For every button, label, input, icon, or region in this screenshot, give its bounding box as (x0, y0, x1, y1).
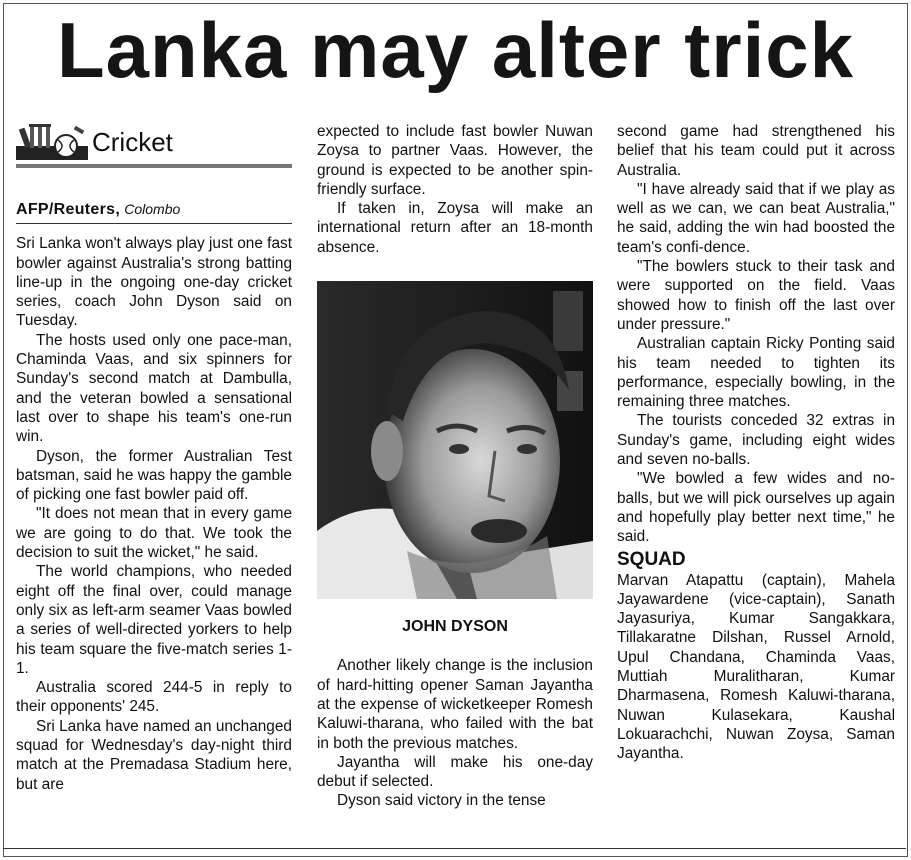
squad-list: Marvan Atapattu (captain), Mahela Jayawardene (vice-captain), Sanath Jayasuriya, Kumar Sangakkara, Tillakaratne Dilshan, Russel Arnold, Upul Chandana, Chaminda Vaas, Muttiah Muralitharan, Kumar Dharmasena, Romesh Kaluwi-tharana, Nuwan Kulasekara, Kaushal Lokuarachchi, Nuwan Zoysa, Saman Jayantha. (617, 571, 895, 763)
headline: Lanka may alter trick (56, 6, 855, 94)
column-1 (16, 122, 292, 794)
paragraph: "The bowlers stuck to their task and were supported on the field. Vaas showed how to finish off the last over under pressure." (617, 258, 895, 333)
bottom-rule (3, 848, 906, 849)
paragraph: Dyson said victory in the tense (337, 792, 546, 810)
paragraph: The world champions, who needed eight off the final over, could manage only six as left-arm seamer Vaas bowled a series of well-directed yorkers to help his team square the five-match series 1-1. (16, 563, 292, 677)
paragraph: "I have already said that if we play as well as we can, we can beat Australia," he said, adding the win had boosted the team's confi-dence. (617, 180, 895, 256)
column-2 (317, 122, 593, 811)
section-header (16, 122, 292, 168)
byline (16, 200, 292, 224)
cricket-bat-ball-icon (16, 124, 88, 160)
paragraph: "We bowled a few wides and no-balls, but we will pick ourselves up again and hopefully play better next time," he said. (617, 470, 895, 546)
squad-title: SQUAD (617, 548, 686, 570)
paragraph: Sri Lanka have named an unchanged squad for Wednesday's day-night third match at the Premadasa Stadium here, but are (16, 717, 292, 793)
byline-place: Colombo (124, 201, 181, 217)
paragraph: Australia scored 244-5 in reply to their opponents' 245. (16, 679, 292, 716)
photo-caption: JOHN DYSON (402, 618, 508, 636)
portrait-illustration (317, 281, 593, 599)
photo-john-dyson (317, 281, 593, 599)
paragraph: Jayantha will make his one-day debut if selected. (317, 753, 593, 791)
paragraph: Another likely change is the inclusion of hard-hitting opener Saman Jayantha at the expense of wicketkeeper Romesh Kaluwi-tharana, who failed with the bat in both the previous matches. (317, 657, 593, 752)
paragraph: Dyson, the former Australian Test batsman, said he was happy the gamble of picking one fast bowler paid off. (16, 447, 292, 504)
section-label: Cricket (92, 127, 173, 157)
paragraph: The hosts used only one pace-man, Chaminda Vaas, and six spinners for Sunday's second match at Dambulla, and the veteran bowled a sensational last over to shape his team's one-run win. (16, 331, 292, 446)
paragraph: The tourists conceded 32 extras in Sunday's game, including eight wides and seven no-balls. (617, 412, 895, 469)
paragraph: expected to include fast bowler Nuwan Zoysa to partner Vaas. However, the ground is expected to be another spin-friendly surface. (317, 123, 593, 198)
column-3 (617, 122, 895, 764)
byline-agency: AFP/Reuters, (16, 201, 121, 218)
paragraph: second game had strengthened his belief that his team could put it across Australia. (617, 123, 895, 179)
paragraph: "It does not mean that in every game we are going to do that. We took the decision to suit the wicket," he said. (16, 505, 292, 562)
paragraph: If taken in, Zoysa will make an international return after an 18-month absence. (317, 200, 593, 256)
paragraph: Australian captain Ricky Ponting said his team needed to tighten its performance, especially bowling, in the remaining three matches. (617, 335, 895, 411)
paragraph: Sri Lanka won't always play just one fast bowler against Australia's strong batting line-up in the ongoing one-day cricket series, coach John Dyson said on Tuesday. (16, 235, 292, 330)
